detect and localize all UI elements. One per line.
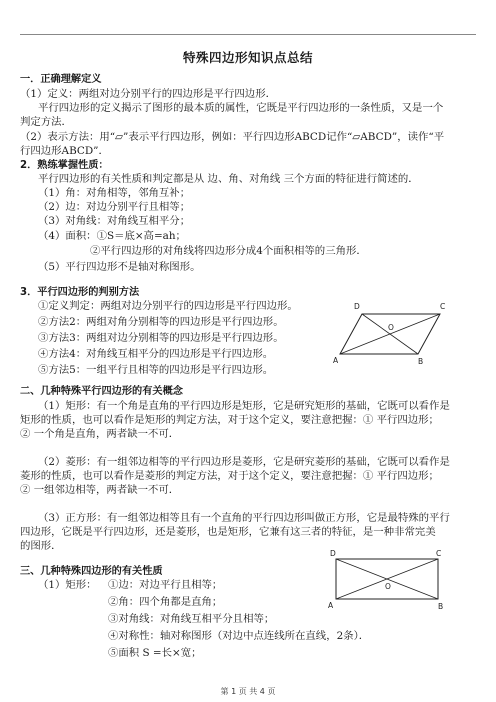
text-line: ② 一组邻边相等，两者缺一不可． — [20, 484, 180, 496]
section-heading: 一．正确理解定义 — [20, 74, 102, 85]
text-line: 平行四边形的定义揭示了图形的最本质的属性，它既是平行四边形的一条性质，又是一个 — [38, 102, 444, 114]
text-line: （2）表示方法：用“▱”表示平行四边形，例如：平行四边形ABCD记作“▱ABCD”，读作“平 — [20, 131, 445, 143]
text-line: ②平行四边形的对角线将四边形分成4个面积相等的三角形． — [90, 245, 367, 257]
text-line: （1）定义：两组对边分别平行的四边形是平行四边形． — [20, 88, 276, 100]
parallelogram-figure — [330, 298, 450, 366]
vertex-label: D — [354, 302, 360, 311]
vertex-label: B — [438, 602, 444, 611]
section-heading: 2．熟练掌握性质： — [20, 160, 109, 171]
vertex-label: B — [418, 357, 424, 366]
text-line: ⑤面积 S =长×宽； — [108, 647, 202, 659]
page-footer: 第 1 页 共 4 页 — [220, 687, 276, 696]
page-title: 特殊四边形知识点总结 — [182, 50, 313, 65]
text-line: ⑤方法5：一组平行且相等的四边形是平行四边形。 — [38, 364, 274, 376]
center-label: O — [388, 323, 394, 332]
text-line: 行四边形ABCD”． — [20, 145, 109, 157]
section-heading: 3．平行四边形的判别方法 — [20, 287, 140, 298]
rectangle-figure — [324, 548, 450, 614]
text-line: 矩形的性质，也可以看作是矩形的判定方法，对于这个定义，要注意把握：① 平行四边形； — [20, 414, 439, 426]
text-line: （4）面积：①S＝底×高=ah； — [38, 230, 186, 242]
text-line: ②方法2：两组对角分别相等的四边形是平行四边形。 — [38, 316, 284, 328]
text-line: （3）正方形：有一组邻边相等且有一个直角的平行四边形叫做正方形，它是最特殊的平行 — [38, 512, 450, 524]
center-label: O — [385, 582, 391, 591]
text-line: （5）平行四边形不是轴对称图形。 — [38, 261, 201, 273]
text-line: ② 一个角是直角，两者缺一不可． — [20, 428, 180, 440]
text-line: ④方法4：对角线互相平分的四边形是平行四边形。 — [38, 348, 274, 360]
text-line: ③方法3：两组对边分别相等的四边形是平行四边形。 — [38, 332, 284, 344]
text-line: （1）矩形：有一个角是直角的平行四边形是矩形，它是研究矩形的基础，它既可以看作是 — [38, 400, 450, 412]
text-line: 判定方法． — [20, 116, 72, 128]
text-line: 平行四边形的有关性质和判定都是从 边、角、对角线 三个方面的特征进行简述的． — [38, 173, 419, 185]
text-line: （3）对角线：对角线互相平分； — [38, 215, 191, 227]
header-rule — [20, 34, 476, 35]
text-line: ①边：对边平行且相等； — [108, 579, 223, 591]
text-line: （2）边：对边分别平行且相等； — [38, 201, 191, 213]
text-line: ②角：四个角都是直角； — [108, 596, 223, 608]
text-line: ③对角线：对角线互相平分且相等； — [108, 613, 275, 625]
text-line: 菱形的性质，也可以看作是菱形的判定方法，对于这个定义，要注意把握：① 平行四边形； — [20, 470, 439, 482]
text-line: ①定义判定：两组对边分别平行的四边形是平行四边形。 — [38, 300, 298, 312]
text-line: 的图形． — [20, 540, 62, 552]
text-line: ④对称性：轴对称图形（对边中点连线所在直线，2条）． — [108, 630, 370, 642]
vertex-label: A — [328, 601, 334, 610]
section-heading: 三、几种特殊四边形的有关性质 — [20, 566, 163, 577]
text-line: （1）矩形： — [38, 579, 97, 591]
text-line: 四边形，它既是平行四边形，还是菱形，也是矩形，它兼有这三者的特征，是一种非常完美 — [20, 526, 436, 538]
vertex-label: C — [440, 302, 446, 311]
vertex-label: C — [436, 549, 442, 558]
vertex-label: A — [333, 356, 339, 365]
section-heading: 二、几种特殊平行四边形的有关概念 — [20, 386, 183, 397]
text-line: （1）角：对角相等，邻角互补； — [38, 187, 191, 199]
vertex-label: D — [330, 549, 336, 558]
text-line: （2）菱形：有一组邻边相等的平行四边形是菱形，它是研究菱形的基础，它既可以看作是 — [38, 456, 450, 468]
